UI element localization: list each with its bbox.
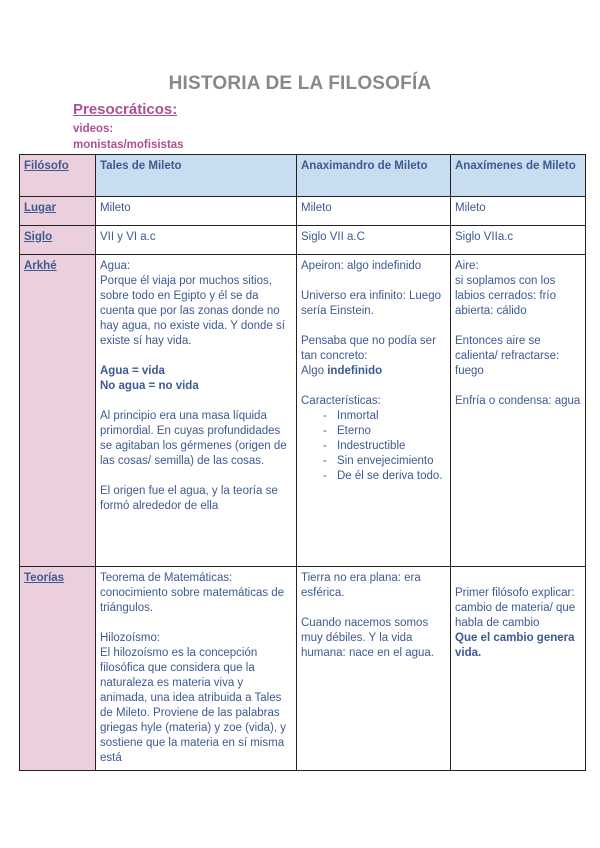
row-label-lugar: Lugar [20,197,96,226]
teorias-anaximenes-bold: Que el cambio genera vida. [455,632,575,659]
arkhe-anaximandro-paragraph-4 [301,364,446,379]
cell-arkhe-anaximenes [451,255,586,567]
arkhe-anaximandro-caracteristicas: Características: [301,395,381,407]
row-label-arkhe: Arkhé [20,255,96,567]
arkhe-tales-bold-2: No agua = no vida [100,380,199,392]
arkhe-anaximenes-paragraph-3: Enfría o condensa: agua [455,395,581,407]
cell-arkhe-anaximandro [297,255,451,567]
cell-lugar-tales: Mileto [96,197,297,226]
row-label-teorias: Teorías [20,567,96,771]
teorias-anaximenes-paragraph-1: Primer filósofo explicar: cambio de materia/ que habla de cambio [455,587,576,629]
list-item: - Eterno [323,424,446,439]
note-videos: videos: [73,123,114,135]
column-header-anaximenes: Anaxímenes de Mileto [451,155,586,197]
cell-siglo-anaximenes: Siglo VIIa.c [451,226,586,255]
teorias-tales-paragraph-1: Teorema de Matemáticas: conocimiento sobre matemáticas de triángulos. [100,572,285,614]
arkhe-tales-paragraph-2: Al principio era una masa líquida primordial. En cuyas profundidades se agitaban los gérmenes (origen de las cosas/ semilla) de las cosas. [100,410,287,467]
cell-siglo-anaximandro: Siglo VII a.C [297,226,451,255]
row-label-filosofo: Filósofo [20,155,96,197]
arkhe-anaximenes-paragraph-2: Entonces aire se calienta/ refractarse: fuego [455,335,560,377]
column-header-tales: Tales de Mileto [96,155,297,197]
row-label-siglo: Siglo [20,226,96,255]
cell-teorias-anaximandro [297,567,451,771]
teorias-anaximandro-paragraph-1: Tierra no era plana: era esférica. [301,572,421,599]
arkhe-tales-bold-1: Agua = vida [100,365,165,377]
teorias-tales-paragraph-2: Hilozoísmo: El hilozoísmo es la concepción filosófica que considera que la naturaleza es materia viva y animada, una idea atribuida a Tales de Mileto. Proviene de las palabras griegas hyle (materia) y zoe (vida), y sostiene que la materia en sí misma está [100,632,286,764]
cell-lugar-anaximandro: Mileto [297,197,451,226]
cell-lugar-anaximenes: Mileto [451,197,586,226]
table-row-teorias [20,567,586,771]
list-item: - Indestructible [323,439,446,454]
list-item: - De él se deriva todo. [323,469,446,484]
arkhe-tales-paragraph-3: El origen fue el agua, y la teoría se formó alrededor de ella [100,485,278,512]
arkhe-anaximandro-paragraph-2: Universo era infinito: Luego sería Einstein. [301,290,441,317]
arkhe-anaximandro-bold: indefinido [327,365,383,377]
arkhe-anaximenes-paragraph-1: Aire: si soplamos con los labios cerrados: frío abierta: cálido [455,260,556,317]
table-row-arkhe [20,255,586,567]
note-monistas: monistas/mofisistas [73,139,184,151]
cell-teorias-anaximenes [451,567,586,771]
arkhe-tales-paragraph-1: Agua: Porque él viaja por muchos sitios, sobre todo en Egipto y él se da cuenta que por las zonas donde no hay agua, no existe vida. Y donde sí existe sí hay vida. [100,260,285,347]
teorias-anaximandro-paragraph-2: Cuando nacemos somos muy débiles. Y la vida humana: nace en el agua. [301,617,434,659]
table-row-lugar [20,197,586,226]
cell-teorias-tales [96,567,297,771]
list-item: - Sin envejecimiento [323,454,446,469]
table-row-siglo [20,226,586,255]
arkhe-anaximandro-list [301,409,446,484]
arkhe-anaximandro-paragraph-1: Apeiron: algo indefinido [301,260,422,272]
list-item: - Inmortal [323,409,446,424]
cell-arkhe-tales [96,255,297,567]
arkhe-anaximandro-paragraph-3: Pensaba que no podía ser tan concreto: [301,335,436,362]
column-header-anaximandro: Anaximandro de Mileto [297,155,451,197]
arkhe-anaximandro-prefix: Algo [301,365,328,377]
document-title: HISTORIA DE LA FILOSOFÍA [168,73,432,94]
section-subtitle: Presocráticos: [73,101,178,118]
philosophers-table [19,154,586,771]
table-row-header [20,155,586,197]
cell-siglo-tales: VII y VI a.c [96,226,297,255]
